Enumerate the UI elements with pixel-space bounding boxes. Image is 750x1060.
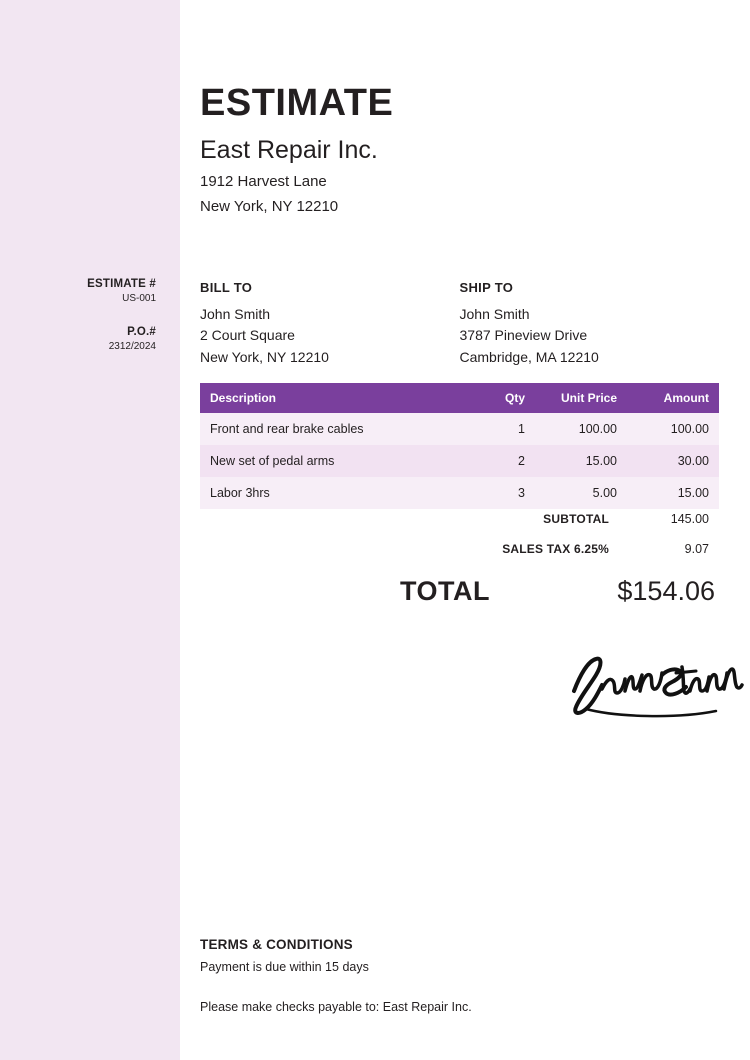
totals-section	[200, 512, 719, 607]
terms-section	[200, 937, 719, 1014]
company-address-line1: 1912 Harvest Lane	[200, 173, 327, 190]
terms-note: Please make checks payable to: East Repair Inc.	[200, 1000, 472, 1014]
ship-to-address-line2: Cambridge, MA 12210	[459, 348, 599, 365]
po-number-label: P.O.#	[127, 326, 156, 338]
ship-to-name: John Smith	[459, 306, 530, 322]
company-address-line2: New York, NY 12210	[200, 197, 339, 215]
estimate-number-block	[24, 278, 156, 304]
sidebar-panel	[0, 0, 180, 1060]
ship-to-address-line1: 3787 Pineview Drive	[459, 327, 588, 344]
cell-amount: 15.00	[627, 477, 719, 509]
po-number-value: 2312/2024	[108, 341, 156, 352]
document-meta	[24, 278, 156, 352]
sales-tax-row	[200, 542, 719, 556]
page-title: ESTIMATE	[200, 82, 394, 124]
cell-qty: 3	[455, 477, 535, 509]
column-header-amount: Amount	[627, 383, 719, 413]
po-number-block	[24, 326, 156, 352]
cell-description: Front and rear brake cables	[200, 413, 455, 445]
cell-amount: 30.00	[627, 445, 719, 477]
cell-unit-price: 100.00	[535, 413, 627, 445]
column-header-qty: Qty	[455, 383, 535, 413]
terms-line: Payment is due within 15 days	[200, 960, 369, 974]
parties-section	[200, 280, 719, 368]
cell-qty: 1	[455, 413, 535, 445]
sales-tax-label: SALES TAX 6.25%	[502, 542, 609, 556]
bill-to-address-line1: 2 Court Square	[200, 327, 295, 344]
table-row	[200, 413, 719, 445]
table-header-row	[200, 383, 719, 413]
company-name: East Repair Inc.	[200, 136, 378, 164]
bill-to-title: BILL TO	[200, 280, 253, 295]
column-header-description: Description	[200, 383, 455, 413]
subtotal-value: 145.00	[670, 512, 709, 526]
estimate-number-label: ESTIMATE #	[87, 278, 156, 290]
cell-description: New set of pedal arms	[200, 445, 455, 477]
company-address	[200, 170, 338, 220]
cell-unit-price: 5.00	[535, 477, 627, 509]
ship-to-title: SHIP TO	[459, 280, 514, 295]
bill-to-address-line2: New York, NY 12210	[200, 348, 329, 365]
sales-tax-value: 9.07	[684, 542, 709, 556]
cell-unit-price: 15.00	[535, 445, 627, 477]
column-header-unit-price: Unit Price	[535, 383, 627, 413]
line-items-table	[200, 383, 719, 509]
cell-qty: 2	[455, 445, 535, 477]
cell-amount: 100.00	[627, 413, 719, 445]
bill-to-block	[200, 280, 460, 368]
subtotal-row	[200, 512, 719, 526]
grand-total-value: $154.06	[617, 576, 715, 606]
grand-total-label: TOTAL	[400, 576, 490, 606]
ship-to-block	[460, 280, 720, 368]
estimate-number-value: US-001	[122, 293, 156, 304]
terms-title: TERMS & CONDITIONS	[200, 937, 353, 952]
document-body	[200, 0, 750, 1060]
signature-image	[566, 645, 746, 725]
grand-total-row	[200, 576, 719, 607]
bill-to-name: John Smith	[200, 306, 271, 322]
table-row	[200, 445, 719, 477]
table-row	[200, 477, 719, 509]
subtotal-label: SUBTOTAL	[543, 512, 609, 526]
cell-description: Labor 3hrs	[200, 477, 455, 509]
